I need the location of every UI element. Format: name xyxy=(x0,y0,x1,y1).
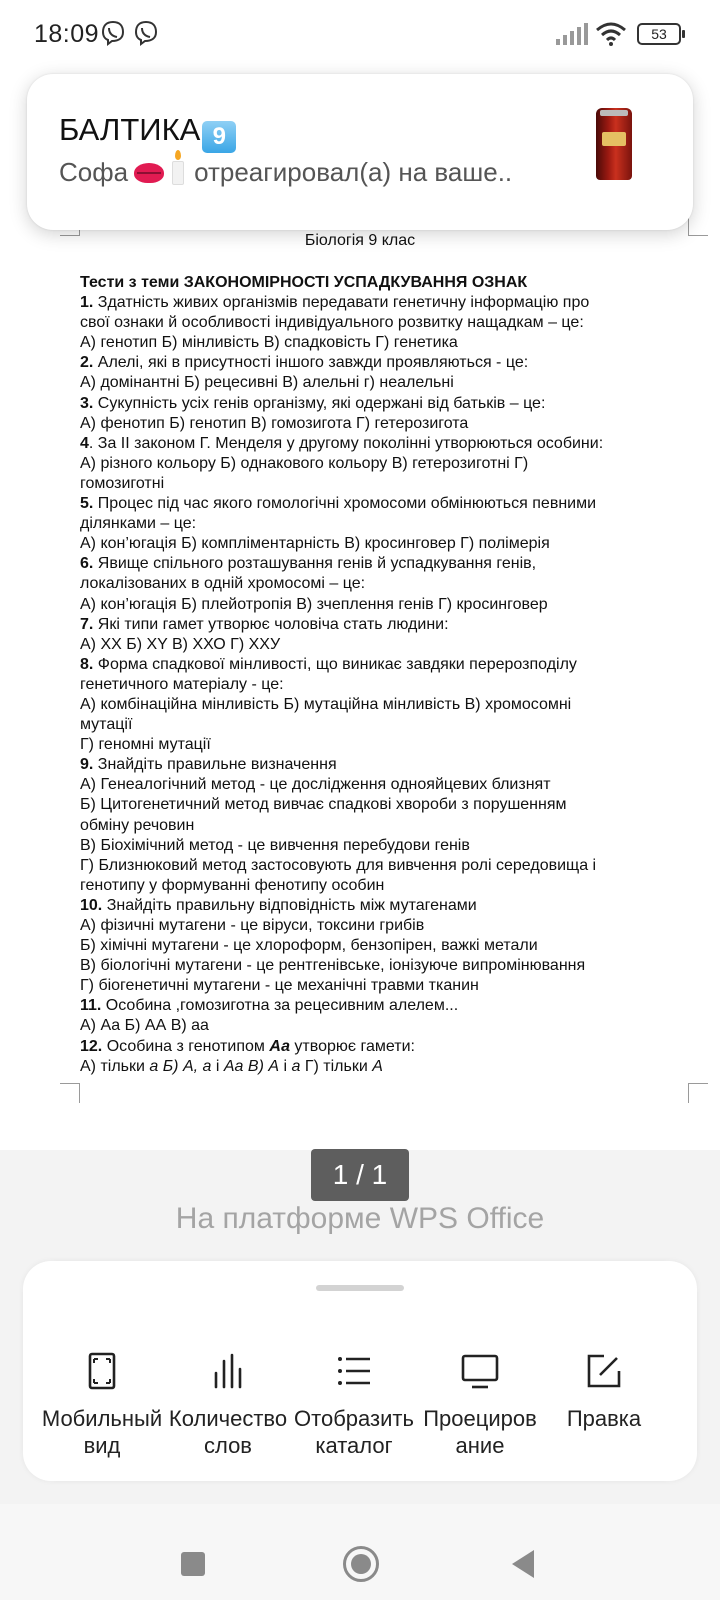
document-line: Тести з теми ЗАКОНОМІРНОСТІ УСПАДКУВАННЯ ОЗНАК xyxy=(80,274,528,291)
show-catalog-label-2: каталог xyxy=(315,1433,393,1458)
document-line: 3. Сукупність усіх генів організму, які одержані від батьків – це: xyxy=(80,394,546,412)
viber-icon xyxy=(133,20,159,46)
document-view[interactable] xyxy=(0,68,720,1150)
word-count-label-2: слов xyxy=(203,1433,252,1458)
document-line: В) біологічні мутагени - це рентгенівське, іонізуюче випромінювання xyxy=(80,957,586,975)
document-line: В) Біохімічний метод - це вивчення перебудови генів xyxy=(80,836,470,854)
back-icon[interactable] xyxy=(512,1550,534,1578)
notification-message xyxy=(59,157,512,188)
notification-banner[interactable] xyxy=(27,74,693,230)
document-line: Г) Близнюковий метод застосовують для вивчення ролі середовища і xyxy=(80,856,597,874)
document-line: А) фізичні мутагени - це віруси, токсини грибів xyxy=(80,917,425,934)
document-line: А) кон’югація Б) плейотропія В) зчеплення генів Г) кросинговер xyxy=(80,595,548,613)
notification-sender: Софа xyxy=(59,157,129,187)
document-line: 4. За ІІ законом Г. Менделя у другому поколінні утворюються особини: xyxy=(80,434,604,452)
document-line: локалізованих в одній хромосомі – це: xyxy=(80,575,366,593)
document-line: генотипу у формуванні фенотипу особин xyxy=(80,876,385,894)
page-corner-mark xyxy=(60,1083,80,1103)
document-line: А) різного кольору Б) однакового кольору В) гетерозиготні Г) xyxy=(80,454,529,472)
edit-label: Правка xyxy=(566,1406,642,1431)
document-body xyxy=(80,273,680,1077)
projection-icon xyxy=(460,1351,500,1391)
signal-icon xyxy=(555,22,589,46)
document-line: 2. Алелі, які в присутності іншого завжди проявляються - це: xyxy=(80,354,529,372)
mobile-view-icon xyxy=(82,1351,122,1391)
document-line: Б) хімічні мутагени - це хлороформ, бензопірен, важкі метали xyxy=(80,937,538,955)
projection-label: Проециров xyxy=(423,1406,537,1431)
tools-sheet xyxy=(23,1261,697,1481)
notification-text: отреагировал(а) на ваше.. xyxy=(194,157,513,187)
edit-icon xyxy=(584,1351,624,1391)
document-line: А) комбінаційна мінливість Б) мутаційна мінливість В) хромосомні xyxy=(80,695,572,713)
document-line: свої ознаки й особливості індивідуального розвитку нащадкам – це: xyxy=(80,314,584,332)
document-line: Б) Цитогенетичний метод вивчає спадкові хвороби з порушенням xyxy=(80,796,567,814)
document-line: ділянками – це: xyxy=(80,515,197,533)
projection-button[interactable] xyxy=(415,1351,545,1459)
mobile-view-label: Мобильный xyxy=(41,1406,163,1431)
document-line: Г) біогенетичні мутагени - це механічні травми тканин xyxy=(80,977,479,995)
document-line: 8. Форма спадкової мінливості, що виникає завдяки перерозподілу xyxy=(80,655,577,673)
show-catalog-button[interactable] xyxy=(289,1351,419,1459)
document-line: 1. Здатність живих організмів передавати генетичну інформацію про xyxy=(80,294,590,312)
document-line: гомозиготні xyxy=(80,474,165,492)
document-line: А) генотип Б) мінливість В) спадковість Г) генетика xyxy=(80,334,458,352)
word-count-button[interactable] xyxy=(163,1351,293,1459)
catalog-icon xyxy=(334,1351,374,1391)
beer-can-image xyxy=(596,108,632,180)
lips-emoji-icon xyxy=(134,163,164,183)
candle-emoji-icon xyxy=(172,161,184,185)
document-line: Г) геномні мутації xyxy=(80,736,211,754)
mobile-view-label-2: вид xyxy=(83,1433,121,1458)
viber-icon xyxy=(100,20,126,46)
battery-indicator: 53 xyxy=(637,23,681,45)
page-indicator: 1 / 1 xyxy=(311,1149,409,1201)
notification-title-text: БАЛТИКА xyxy=(59,112,201,147)
page-corner-mark xyxy=(688,1083,708,1103)
word-count-label: Количество xyxy=(168,1406,288,1431)
document-line: А) домінантні Б) рецесивні В) алельні г) неалельні xyxy=(80,374,454,392)
document-line: 12. Особина з генотипом Аа утворює гамети: xyxy=(80,1037,415,1055)
document-line: А) Аа Б) АА В) аа xyxy=(80,1017,209,1035)
document-line: 6. Явище спільного розташування генів й успадкування генів, xyxy=(80,555,537,573)
status-bar xyxy=(0,0,720,68)
word-count-icon xyxy=(208,1351,248,1391)
document-line: 10. Знайдіть правильну відповідність між мутагенами xyxy=(80,896,477,914)
document-line: 11. Особина ,гомозиготна за рецесивним алелем... xyxy=(80,997,459,1015)
document-line: 7. Які типи гамет утворює чоловіча стать людини: xyxy=(80,615,449,633)
sheet-drag-handle[interactable] xyxy=(316,1285,404,1291)
document-line: 5. Процес під час якого гомологічні хромосоми обмінюються певними xyxy=(80,495,597,513)
projection-label-2: ание xyxy=(455,1433,505,1458)
document-line: 9. Знайдіть правильне визначення xyxy=(80,756,337,774)
platform-label: На платформе WPS Office xyxy=(175,1202,545,1235)
edit-button[interactable] xyxy=(539,1351,669,1432)
notification-title xyxy=(59,112,236,153)
document-heading: Біологія 9 клас xyxy=(304,232,416,249)
home-icon[interactable] xyxy=(343,1546,379,1582)
show-catalog-label: Отобразить xyxy=(294,1406,414,1431)
mobile-view-button[interactable] xyxy=(37,1351,167,1459)
recent-apps-icon[interactable] xyxy=(181,1552,205,1576)
document-line: А) кон’югація Б) компліментарність В) кросинговер Г) полімерія xyxy=(80,535,550,553)
keycap-nine-emoji: 9 xyxy=(202,121,236,153)
status-time: 18:09 xyxy=(34,20,100,48)
document-line: А) тільки а Б) А, а і Аа В) А і а Г) тільки А xyxy=(80,1057,383,1075)
document-line: А) Генеалогічний метод - це дослідження однояйцевих близнят xyxy=(80,776,551,794)
navigation-bar xyxy=(0,1504,720,1600)
document-line: обміну речовин xyxy=(80,816,195,834)
document-line: генетичного матеріалу - це: xyxy=(80,675,284,693)
document-line: А) фенотип Б) генотип В) гомозигота Г) гетерозигота xyxy=(80,414,469,432)
document-line: мутації xyxy=(80,716,133,734)
wifi-icon xyxy=(595,22,627,46)
document-line: А) ХХ Б) ХY В) ХХО Г) ХХУ xyxy=(80,635,281,653)
